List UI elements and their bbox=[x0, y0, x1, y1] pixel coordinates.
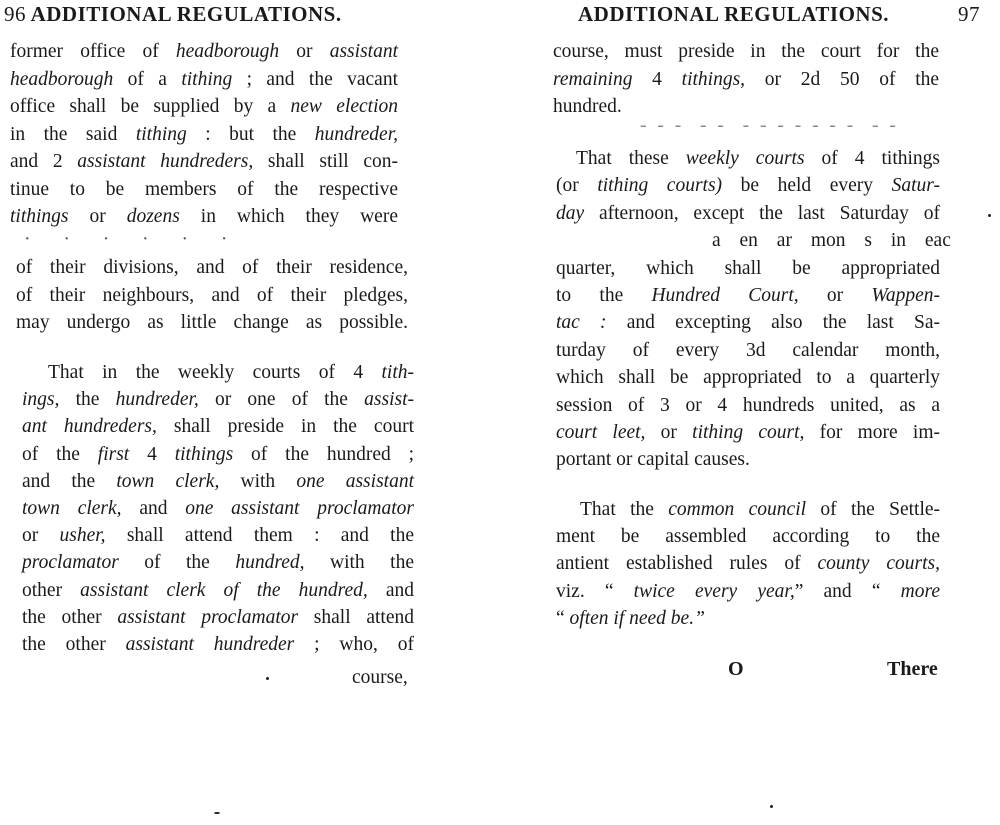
ink-speck bbox=[266, 677, 269, 680]
right-running-head bbox=[578, 2, 978, 27]
page-number: 96 bbox=[4, 2, 26, 26]
text-line: the other assistant hundreder ; who, of bbox=[22, 634, 414, 655]
text-line: ment be assembled according to the bbox=[556, 526, 940, 548]
text-line: course, must preside in the court for the bbox=[553, 41, 939, 62]
text-line: of their neighbours, and of their pledges, bbox=[16, 284, 408, 306]
text-line: headborough of a tithing ; and the vacant bbox=[10, 68, 399, 90]
page-number: 97 bbox=[958, 2, 980, 26]
text-line: turday of every 3d calendar month, bbox=[556, 339, 940, 361]
text-line: remaining 4 tithings, or 2d 50 of the bbox=[553, 68, 940, 90]
text-line: That the common council of the Settle- bbox=[580, 499, 941, 520]
text-line: which shall be appropriated to a quarterly bbox=[556, 367, 940, 389]
text-line: court leet, or tithing court, for more im- bbox=[556, 422, 940, 443]
text-line: office shall be supplied by a new election bbox=[10, 96, 398, 117]
text-line: “ often if need be.” bbox=[556, 607, 705, 629]
text-line: ant hundreders, shall preside in the court bbox=[22, 416, 414, 438]
text-line: or usher, shall attend them : and the bbox=[22, 525, 414, 547]
text-line: antient established rules of county courts, bbox=[556, 553, 940, 575]
text-line: town clerk, and one assistant proclamator bbox=[22, 498, 414, 519]
ink-speck bbox=[770, 805, 773, 808]
ink-speck bbox=[214, 812, 220, 814]
text-line: and the town clerk, with one assistant bbox=[22, 470, 414, 492]
text-line: tinue to be members of the respective bbox=[10, 178, 398, 200]
text-line: tithings or dozens in which they were bbox=[10, 206, 398, 227]
ink-speck bbox=[988, 214, 991, 217]
text-line: to the Hundred Court, or Wappen- bbox=[556, 285, 940, 306]
left-running-head bbox=[4, 2, 342, 27]
catchword: There bbox=[887, 658, 938, 680]
text-line: (or tithing courts) be held every Satur- bbox=[556, 175, 940, 197]
text-line: ings, the hundreder, or one of the assist- bbox=[22, 389, 414, 411]
text-line: proclamator of the hundred, with the bbox=[22, 552, 414, 574]
text-line: and 2 assistant hundreders, shall still con- bbox=[10, 151, 399, 172]
damaged-text-line: a en ar mon s in eac bbox=[712, 230, 951, 252]
text-line: viz. “ twice every year,” and “ more bbox=[556, 580, 940, 602]
running-title: ADDITIONAL REGULATIONS. bbox=[30, 2, 342, 26]
right-page bbox=[540, 0, 1000, 825]
text-line: quarter, which shall be appropriated bbox=[556, 257, 940, 279]
text-line: day afternoon, except the last Saturday of bbox=[556, 202, 940, 224]
text-line: other assistant clerk of the hundred, and bbox=[22, 579, 414, 601]
text-line: That in the weekly courts of 4 tith- bbox=[48, 362, 414, 383]
text-line: session of 3 or 4 hundreds united, as a bbox=[556, 394, 940, 416]
text-line: of the first 4 tithings of the hundred ; bbox=[22, 443, 414, 465]
text-line: may undergo as little change as possible. bbox=[16, 312, 408, 333]
text-line: in the said tithing : but the hundreder, bbox=[10, 123, 398, 145]
text-line: the other assistant proclamator shall attend bbox=[22, 606, 414, 628]
text-line: of their divisions, and of their residence, bbox=[16, 257, 408, 278]
catchword: course, bbox=[352, 667, 408, 688]
faded-dots-row: · · · · · · bbox=[24, 229, 242, 250]
text-line: hundred. bbox=[553, 96, 622, 117]
text-line: That these weekly courts of 4 tithings bbox=[576, 148, 940, 169]
faded-dashes: - - - - - - - - - - - - - - bbox=[640, 115, 899, 136]
text-line: former office of headborough or assistant bbox=[10, 41, 398, 62]
text-line: tac : and excepting also the last Sa- bbox=[556, 312, 940, 334]
running-title: ADDITIONAL REGULATIONS. bbox=[578, 2, 890, 26]
text-line: portant or capital causes. bbox=[556, 449, 750, 471]
signature-mark: O bbox=[728, 658, 744, 680]
left-page bbox=[0, 0, 440, 825]
